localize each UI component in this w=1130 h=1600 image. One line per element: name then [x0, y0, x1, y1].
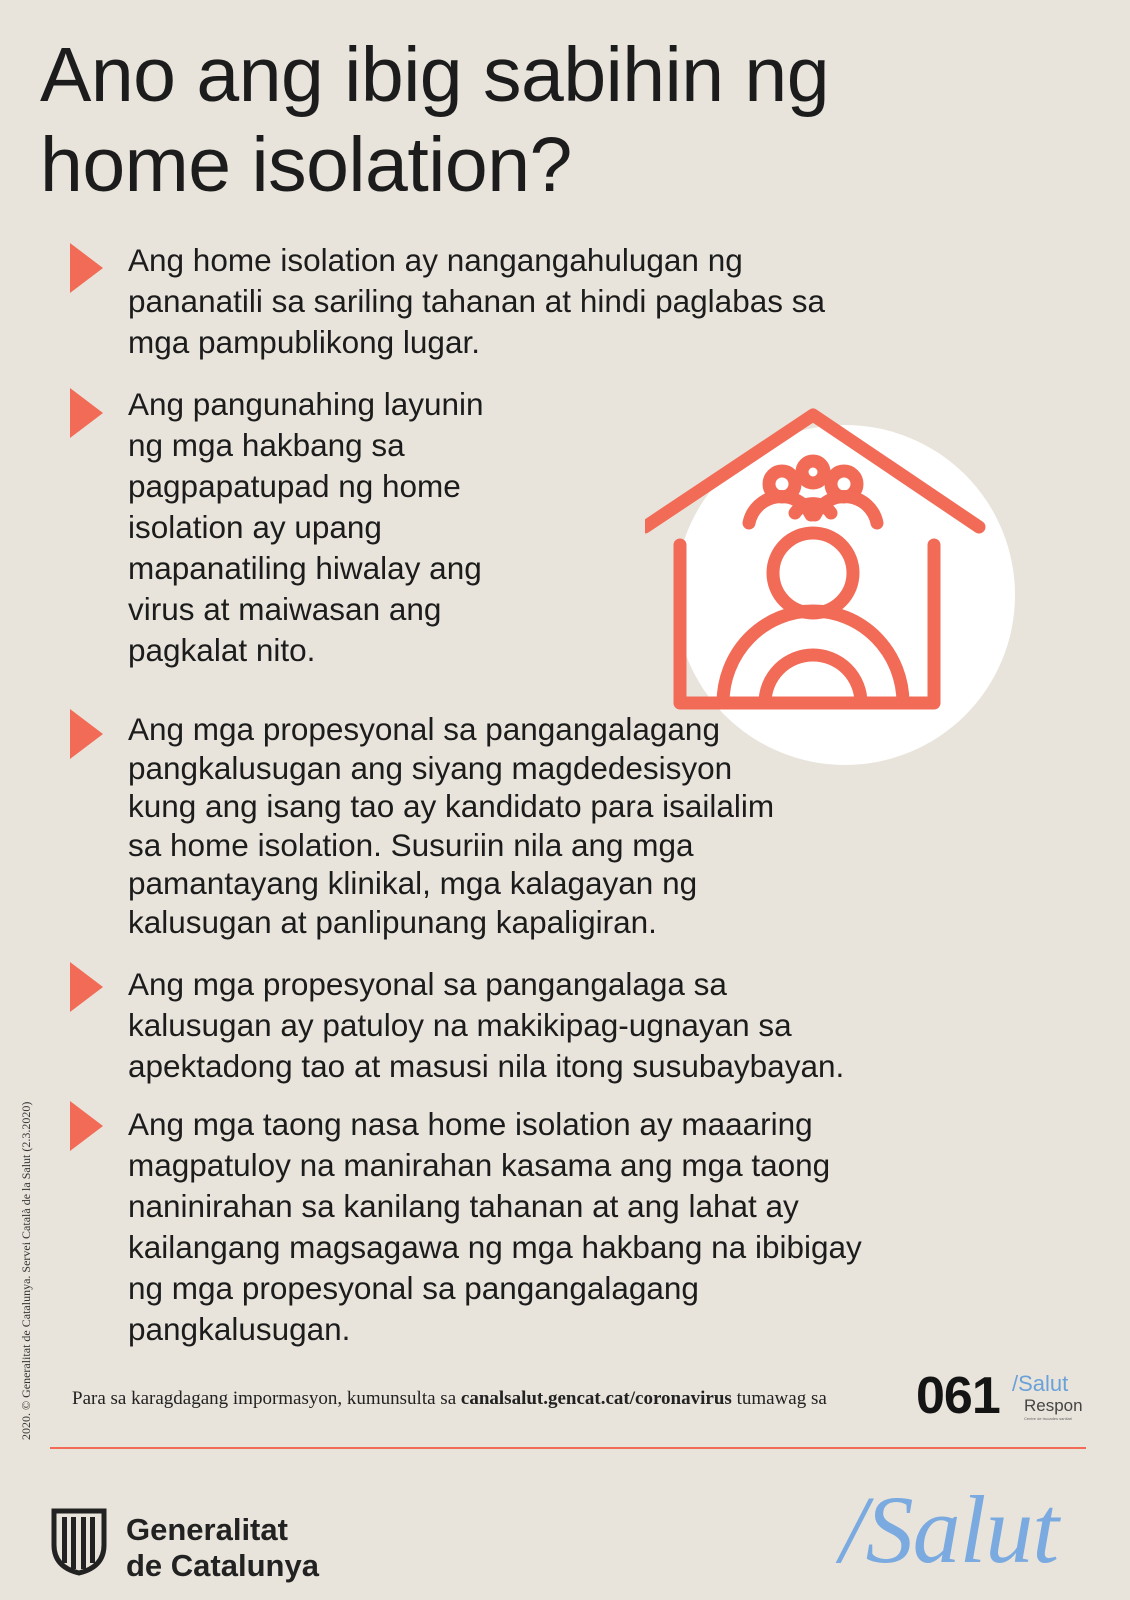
- gov-name-line-2: de Catalunya: [126, 1548, 319, 1583]
- paragraph-5: [128, 1104, 862, 1350]
- paragraph-1: [128, 240, 825, 363]
- page-title: [40, 30, 1080, 210]
- paragraph-2: [128, 384, 484, 671]
- paragraph-line: magpatuloy na manirahan kasama ang mga taong: [128, 1147, 831, 1183]
- copyright-notice: 2020. © Generalitat de Catalunya. Servei Català de la Salut (2.3.2020): [19, 1101, 33, 1440]
- paragraph-line: Ang pangunahing layunin: [128, 386, 484, 422]
- title-line-2: home isolation?: [40, 122, 572, 208]
- title-line-1: Ano ang ibig sabihin ng: [40, 32, 830, 118]
- paragraph-line: Ang mga taong nasa home isolation ay maaaring: [128, 1106, 813, 1142]
- paragraph-line: pagpapatupad ng home: [128, 468, 461, 504]
- generalitat-emblem-icon: [48, 1505, 110, 1577]
- more-info-line: [72, 1388, 827, 1410]
- generalitat-wordmark: [126, 1512, 319, 1584]
- hotline-subtitle: Respon: [1024, 1396, 1083, 1415]
- paragraph-line: mga pampublikong lugar.: [128, 324, 480, 360]
- hotline-tagline: Centre de trucades sanitari: [1024, 1416, 1073, 1421]
- paragraph-line: isolation ay upang: [128, 509, 382, 545]
- paragraph-line: kung ang isang tao ay kandidato para isailalim: [128, 788, 775, 824]
- paragraph-line: Ang mga propesyonal sa pangangalaga sa: [128, 966, 727, 1002]
- paragraph-line: pangkalusugan.: [128, 1311, 351, 1347]
- paragraph-line: pananatili sa sariling tahanan at hindi paglabas sa: [128, 283, 825, 319]
- footer-divider: [50, 1447, 1086, 1449]
- hotline-number: 061: [916, 1367, 1000, 1425]
- paragraph-line: pagkalat nito.: [128, 632, 316, 668]
- salut-logo: /Salut: [840, 1476, 1059, 1583]
- bullet-arrow-icon: [70, 243, 103, 293]
- gov-name-line-1: Generalitat: [126, 1512, 288, 1547]
- more-info-prefix: Para sa karagdagang impormasyon, kumunsulta sa: [72, 1388, 461, 1409]
- hotline-logo: [916, 1366, 1086, 1426]
- paragraph-line: mapanatiling hiwalay ang: [128, 550, 482, 586]
- paragraph-line: Ang mga propesyonal sa pangangalagang: [128, 711, 720, 747]
- paragraph-line: sa home isolation. Susuriin nila ang mga: [128, 826, 694, 863]
- paragraph-line: virus at maiwasan ang: [128, 591, 442, 627]
- paragraph-line: kalusugan ay patuloy na makikipag-ugnayan sa: [128, 1007, 792, 1043]
- hotline-brand: /Salut: [1012, 1371, 1069, 1396]
- more-info-suffix: tumawag sa: [731, 1388, 827, 1409]
- paragraph-line: apektadong tao at masusi nila itong susubaybayan.: [128, 1048, 845, 1084]
- paragraph-line: kalusugan at panlipunang kapaligiran.: [128, 903, 657, 940]
- paragraph-4: [128, 964, 844, 1087]
- paragraph-line: Ang home isolation ay nangangahulugan ng: [128, 242, 743, 278]
- paragraph-line: pangkalusugan ang siyang magdedesisyon: [128, 749, 733, 786]
- paragraph-line: kailangang magsagawa ng mga hakbang na ibibigay: [128, 1229, 862, 1265]
- paragraph-line: naninirahan sa kanilang tahanan at ang lahat ay: [128, 1188, 799, 1224]
- bullet-arrow-icon: [70, 709, 103, 759]
- paragraph-line: ng mga propesyonal sa pangangalagang: [128, 1270, 699, 1306]
- paragraph-3: [128, 710, 774, 941]
- paragraph-line: pamantayang klinikal, mga kalagayan ng: [128, 865, 698, 901]
- bullet-arrow-icon: [70, 1101, 103, 1151]
- paragraph-line: ng mga hakbang sa: [128, 427, 405, 463]
- info-link[interactable]: canalsalut.gencat.cat/coronavirus: [460, 1388, 732, 1409]
- bullet-arrow-icon: [70, 388, 103, 438]
- bullet-arrow-icon: [70, 962, 103, 1012]
